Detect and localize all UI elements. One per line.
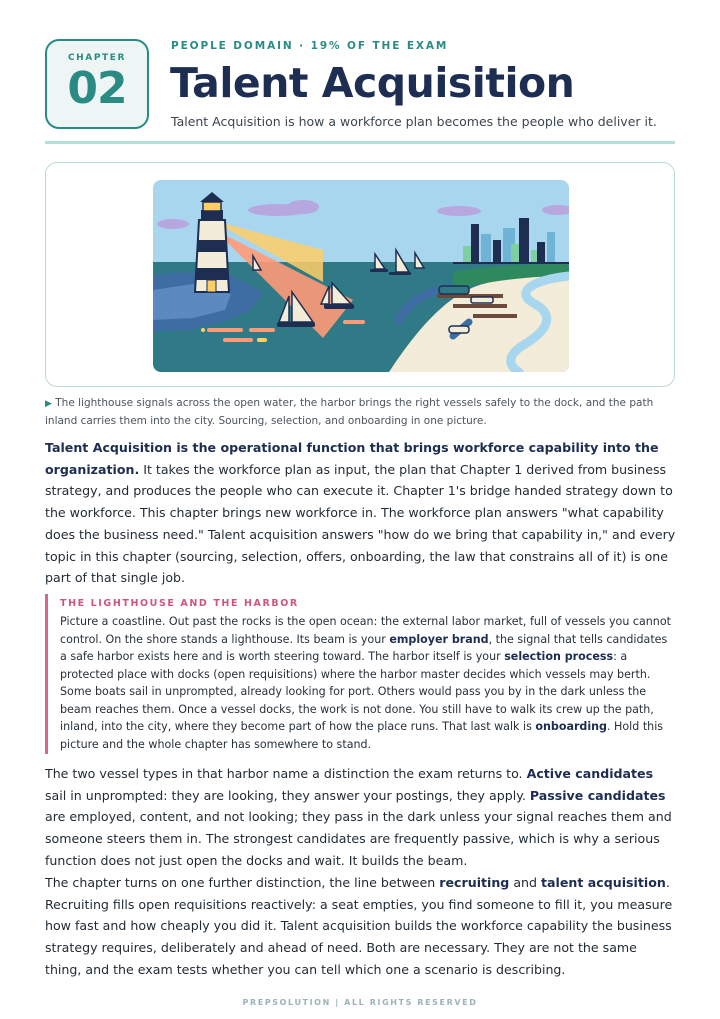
callout-text xyxy=(60,613,675,753)
term-selection-process: selection process xyxy=(504,650,614,663)
callout-title: THE LIGHTHOUSE AND THE HARBOR xyxy=(60,598,299,609)
callout-text-part: : a protected place with docks (open requisitions) where the harbor master decides which vessels may berth. Some boats sail in unprompted, already looking for port. Others would pass you by in the dark unless the beam reaches them. Once a vessel docks, the work is not done. You still have to walk its crew up the path, inland, into the city, where they become part of how the place runs. That last walk is xyxy=(60,650,654,733)
chapter-label: CHAPTER xyxy=(67,53,127,63)
term-recruiting: recruiting xyxy=(439,875,510,890)
term-passive-candidates: Passive candidates xyxy=(529,787,666,803)
chapter-number: 02 xyxy=(67,63,127,114)
intro-lead: Talent Acquisition is the operational function that brings workforce capability into the organization. xyxy=(45,440,659,477)
caption-line2: inland carries them into the city. Sourcing, selection, and onboarding in one picture. xyxy=(45,414,487,427)
page-footer: PREPSOLUTION | ALL RIGHTS RESERVED xyxy=(242,998,478,1007)
intro-text: It takes the workforce plan as input, the plan that Chapter 1 derived from business strategy, and produces the people who can execute it. Chapter 1's bridge handed strategy down to the workforce. This chapter brings new workforce in. The workforce plan answers "what capability does the business need." Talent acquisition answers "how do we bring that capability in," and every topic in this chapter (sourcing, selection, offers, onboarding, the law that constrains all of it) is one part of that single job. xyxy=(45,461,676,586)
callout-box xyxy=(45,594,675,754)
paragraph-text: sail in unprompted: they are looking, they answer your postings, they apply. xyxy=(45,787,530,803)
recruiting-paragraph xyxy=(45,872,677,981)
figure-frame xyxy=(45,162,675,387)
lighthouse-harbor-illustration xyxy=(153,180,569,372)
paragraph-text: . Recruiting fills open requisitions reactively: a seat empties, you find someone to fill it, you measure how fast and how cheaply you did it. Talent acquisition builds the workforce capability the business strategy requires, deliberately and ahead of need. Both are necessary. They are not the same thing, and the exam tests whether you can tell which one a scenario is describing. xyxy=(45,875,673,977)
page-subtitle: Talent Acquisition is how a workforce plan becomes the people who deliver it. xyxy=(171,114,657,129)
callout-text-part: , the signal that tells candidates a safe harbor exists here and is worth steering toward. The harbor itself is your xyxy=(60,632,668,663)
term-talent-acquisition: talent acquisition xyxy=(541,875,666,890)
caption-line1: The lighthouse signals across the open water, the harbor brings the right vessels safely to the dock, and the path xyxy=(55,397,654,409)
header-divider xyxy=(45,141,675,144)
term-onboarding: onboarding xyxy=(535,720,607,733)
term-active-candidates: Active candidates xyxy=(526,766,654,781)
term-employer-brand: employer brand xyxy=(389,632,489,646)
domain-line: PEOPLE DOMAIN · 19% OF THE EXAM xyxy=(171,40,449,52)
paragraph-text: and xyxy=(509,875,542,890)
triangle-right-icon: ▶ xyxy=(45,399,52,409)
callout-text-part: . Hold this picture and the whole chapter has somewhere to stand. xyxy=(60,720,664,751)
chapter-header xyxy=(45,36,675,136)
chapter-badge xyxy=(45,39,149,129)
figure-caption xyxy=(45,395,675,429)
paragraph-text: The chapter turns on one further distinction, the line between xyxy=(45,875,440,890)
vessel-types-paragraph xyxy=(45,763,677,872)
intro-paragraph xyxy=(45,437,677,589)
callout-text-part: Picture a coastline. Out past the rocks is the open ocean: the external labor market, full of vessels you cannot control. On the shore stands a lighthouse. Its beam is your xyxy=(60,615,671,646)
paragraph-text: are employed, content, and not looking; they pass in the dark unless your signal reaches them and someone steers them in. The strongest candidates are frequently passive, which is why a serious function does not just open the docks and wait. It builds the beam. xyxy=(45,809,672,868)
paragraph-text: The two vessel types in that harbor name a distinction the exam returns to. xyxy=(45,766,527,781)
page-title: Talent Acquisition xyxy=(170,59,575,107)
